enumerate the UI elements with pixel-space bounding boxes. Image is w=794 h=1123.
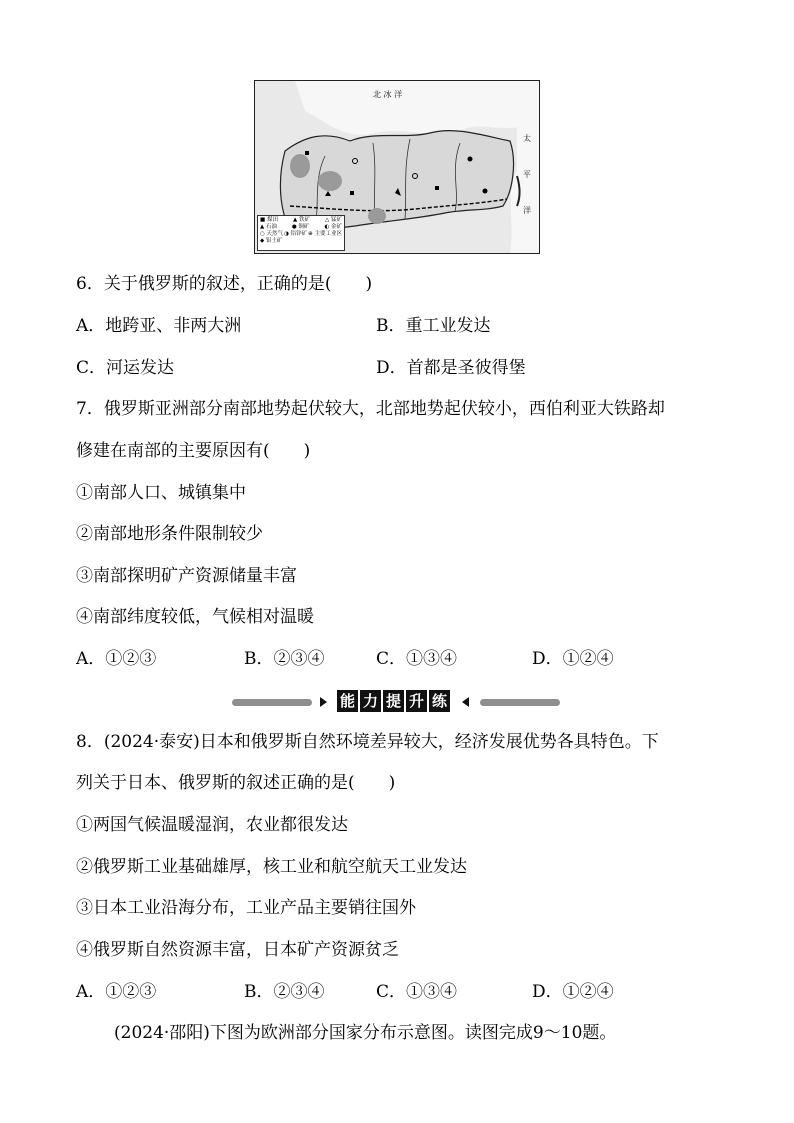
ocean-label-north: 北 冰 洋: [373, 90, 403, 99]
q8-item-3: ③日本工业沿海分布，工业产品主要销往国外: [76, 898, 416, 918]
banner-arrow-left-icon: [462, 697, 469, 707]
q6-option-a[interactable]: A．地跨亚、非两大洲: [76, 316, 242, 336]
legend-row: [260, 238, 342, 245]
q7-item-2: ②南部地形条件限制较少: [76, 524, 263, 544]
legend-row: [260, 224, 342, 231]
q7-item-4: ④南部纬度较低，气候相对温暖: [76, 607, 314, 627]
legend-row: [260, 231, 342, 238]
banner-bar-right: [480, 699, 560, 706]
legend-row: [260, 217, 342, 224]
q7-stem-line2: 修建在南部的主要原因有( ): [76, 441, 311, 461]
q6-option-d[interactable]: D．首都是圣彼得堡: [376, 358, 526, 378]
section-char: 提: [383, 690, 404, 712]
map-legend: [257, 215, 345, 251]
ocean-label-east-1: 太: [523, 134, 531, 143]
legend-item: ▲ 石油: [260, 224, 277, 230]
q7-item-3: ③南部探明矿产资源储量丰富: [76, 566, 297, 586]
section-char: 练: [429, 690, 450, 712]
q7-option-a[interactable]: A．①②③: [76, 649, 157, 669]
q8-option-c[interactable]: C．①③④: [376, 982, 458, 1002]
legend-item: ● 铜矿: [291, 224, 310, 230]
q8-stem-line2: 列关于日本、俄罗斯的叙述正确的是( ): [76, 773, 396, 793]
legend-item: ◐ 金矿: [324, 224, 342, 230]
legend-item: ▲ 铁矿: [292, 217, 310, 223]
section-char: 升: [406, 690, 427, 712]
section-title: [337, 690, 450, 712]
q6-option-c[interactable]: C．河运发达: [76, 358, 175, 378]
legend-item: ⊕ 主要工业区: [308, 231, 342, 237]
q8-option-b[interactable]: B．②③④: [244, 982, 325, 1002]
legend-item: ◑ 铅锌矿: [284, 231, 308, 237]
banner-arrow-right-icon: [320, 697, 327, 707]
q8-option-a[interactable]: A．①②③: [76, 982, 157, 1002]
q8-option-d[interactable]: D．①②④: [532, 982, 614, 1002]
russia-map: [254, 80, 540, 254]
q6-stem: 6．关于俄罗斯的叙述，正确的是( ): [76, 274, 373, 294]
q8-stem-line1: 8．(2024·泰安)日本和俄罗斯自然环境差异较大，经济发展优势各具特色。下: [76, 732, 659, 752]
ocean-label-east-2: 平: [523, 170, 531, 179]
q9-intro: (2024·邵阳)下图为欧洲部分国家分布示意图。读图完成9～10题。: [114, 1023, 617, 1043]
legend-item: ○ 天然气: [260, 231, 284, 237]
q7-item-1: ①南部人口、城镇集中: [76, 483, 246, 503]
q7-option-b[interactable]: B．②③④: [244, 649, 325, 669]
q7-option-d[interactable]: D．①②④: [532, 649, 614, 669]
section-char: 能: [337, 690, 358, 712]
q8-item-2: ②俄罗斯工业基础雄厚，核工业和航空航天工业发达: [76, 857, 467, 877]
section-char: 力: [360, 690, 381, 712]
banner-bar-left: [232, 699, 312, 706]
q8-item-4: ④俄罗斯自然资源丰富，日本矿产资源贫乏: [76, 940, 399, 960]
section-banner: [232, 690, 562, 714]
q7-stem-line1: 7．俄罗斯亚洲部分南部地势起伏较大，北部地势起伏较小，西伯利亚大铁路却: [76, 399, 665, 419]
ocean-label-east-3: 洋: [523, 206, 531, 215]
q6-option-b[interactable]: B．重工业发达: [376, 316, 491, 336]
q7-option-c[interactable]: C．①③④: [376, 649, 458, 669]
legend-item: ◆ 铝土矿: [260, 238, 283, 244]
q8-item-1: ①两国气候温暖湿润，农业都很发达: [76, 815, 348, 835]
legend-item: △ 锰矿: [325, 217, 342, 223]
legend-item: ■ 煤田: [260, 217, 278, 223]
